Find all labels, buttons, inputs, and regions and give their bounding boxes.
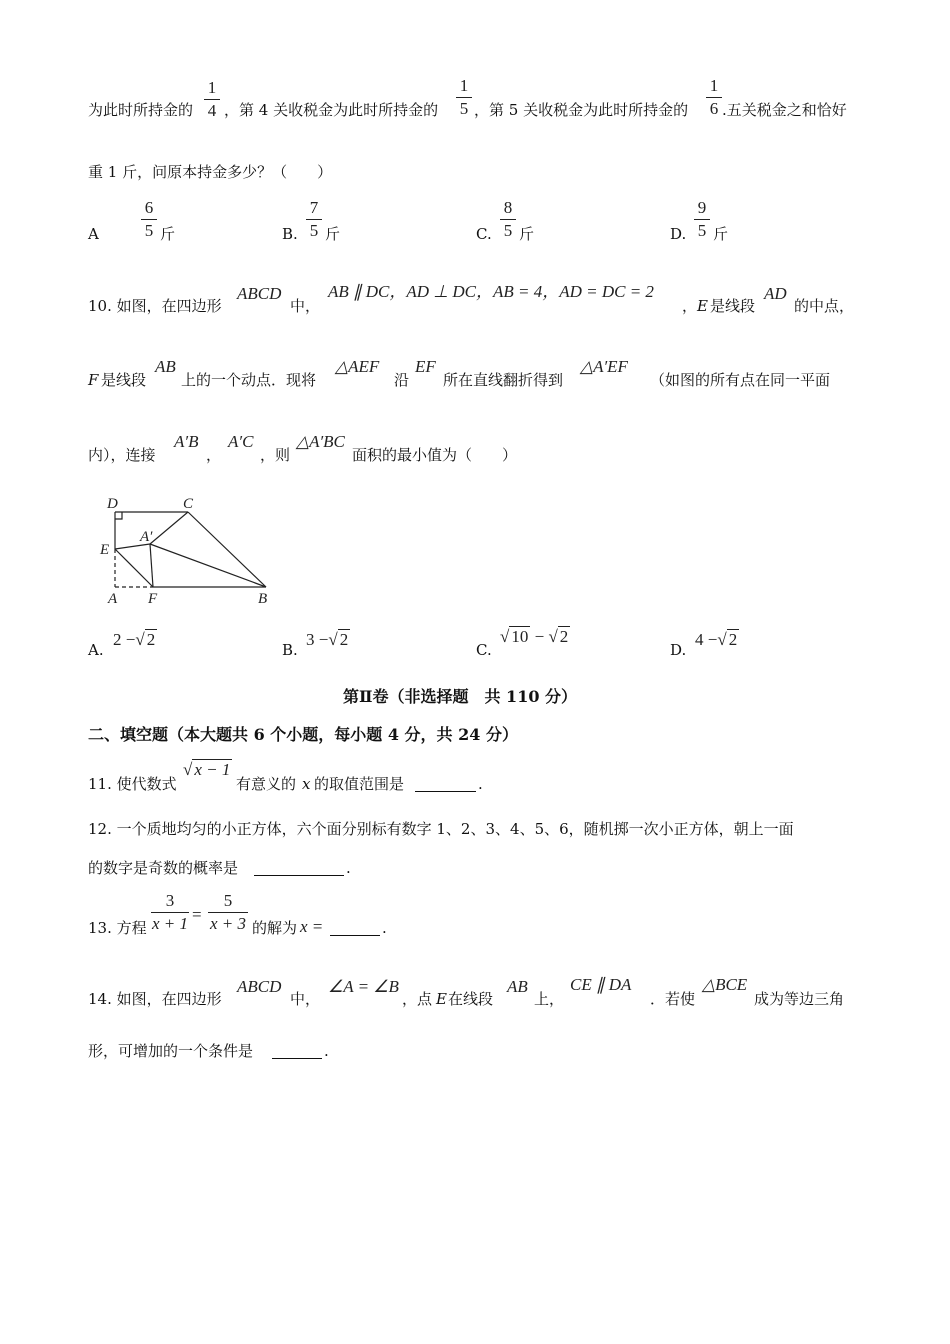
q14-text-4: 在线段 bbox=[448, 990, 494, 1008]
q10-math-abcd: ABCD bbox=[237, 284, 282, 303]
q10-option-a-label: A. bbox=[88, 641, 104, 659]
q13-x-equals: x = bbox=[300, 917, 324, 936]
q14-math-bce: △BCE bbox=[702, 975, 748, 994]
q10-text-5: 的中点， bbox=[794, 297, 855, 315]
q11-answer-blank bbox=[415, 777, 476, 792]
segment-a1b bbox=[150, 544, 266, 587]
segment-a1f bbox=[150, 544, 153, 587]
q14-math-abcd: ABCD bbox=[237, 977, 282, 996]
q10-text-13: ，则 bbox=[260, 446, 291, 464]
q10-e-label: E bbox=[697, 297, 708, 315]
q14-text-1: 14. 如图，在四边形 bbox=[88, 990, 222, 1008]
q11-radical: √ x − 1 bbox=[183, 760, 231, 779]
q10-math-a1bc: △A′BC bbox=[296, 432, 345, 451]
fraction-1-4: 1 4 bbox=[204, 78, 220, 120]
q9-line1-b: ，第 4 关收税金为此时所持金的 bbox=[224, 101, 439, 119]
q10-text-9: 所在直线翻折得到 bbox=[443, 371, 564, 389]
q13-fraction-2: 5 x + 3 bbox=[209, 891, 247, 933]
q10-math-ad: AD bbox=[764, 284, 787, 303]
segment-a1c bbox=[150, 512, 188, 544]
q11-text-3: 的取值范围是 bbox=[314, 775, 405, 793]
q10-math-aef: △AEF bbox=[335, 357, 380, 376]
section2-title: 二、填空题（本大题共 6 个小题，每小题 4 分，共 24 分） bbox=[88, 725, 518, 744]
q10-option-a-value: 2 −√ 2 bbox=[113, 630, 156, 649]
q9-line1-c: ，第 5 关收税金为此时所持金的 bbox=[474, 101, 689, 119]
right-angle-mark bbox=[115, 512, 122, 519]
q10-option-b-label: B. bbox=[282, 641, 298, 659]
part2-title: 第Ⅱ卷（非选择题 共 110 分） bbox=[343, 687, 578, 706]
label-b: B bbox=[258, 591, 268, 607]
q14-text-7: 成为等边三角 bbox=[754, 990, 845, 1008]
q10-text-7: 上的一个动点．现将 bbox=[181, 371, 317, 389]
label-a: A bbox=[108, 591, 118, 607]
q13-fraction-1: 3 x + 1 bbox=[151, 891, 189, 933]
q12-line1: 12. 一个质地均匀的小正方体，六个面分别标有数字 1、2、3、4、5、6，随机掷一次小正方体，朝上一面 bbox=[88, 820, 794, 838]
q14-text-3: ，点 bbox=[402, 990, 433, 1008]
q13-equals: = bbox=[192, 905, 202, 924]
q10-text-8: 沿 bbox=[394, 371, 410, 389]
q14-math-angles: ∠A = ∠B bbox=[328, 977, 399, 996]
q10-f-label: F bbox=[88, 371, 99, 389]
q14-text-2: 中， bbox=[290, 990, 321, 1008]
q14-end: . bbox=[324, 1042, 329, 1060]
label-c: C bbox=[183, 496, 194, 512]
q10-math-a1c: A′C bbox=[228, 432, 254, 451]
q13-end: . bbox=[382, 919, 387, 937]
q10-math-ab: AB bbox=[155, 357, 176, 376]
q13-text-1: 13. 方程 bbox=[88, 919, 147, 937]
q10-option-d-value: 4 −√ 2 bbox=[695, 630, 738, 649]
q14-math-ce-parallel-da: CE ∥ DA bbox=[570, 975, 632, 994]
q9-line1-d: .五关税金之和恰好 bbox=[722, 101, 847, 119]
q14-text-5: 上， bbox=[534, 990, 565, 1008]
q12-end: . bbox=[346, 859, 351, 877]
q9-line1-a: 为此时所持金的 bbox=[88, 101, 194, 119]
q14-text-6: ．若使 bbox=[650, 990, 696, 1008]
q11-text-2: 有意义的 bbox=[236, 775, 297, 793]
q10-quadrilateral-figure bbox=[95, 492, 285, 608]
q14-line2: 形，可增加的一个条件是 bbox=[88, 1042, 254, 1060]
q14-math-ab: AB bbox=[507, 977, 528, 996]
segment-cb bbox=[188, 512, 266, 587]
label-d: D bbox=[107, 496, 118, 512]
q10-option-d-label: D. bbox=[670, 641, 687, 659]
q10-text-2: 中， bbox=[290, 297, 321, 315]
q10-math-ef: EF bbox=[415, 357, 436, 376]
q10-text-11: 内），连接 bbox=[88, 446, 156, 464]
q10-option-b-value: 3 −√ 2 bbox=[306, 630, 349, 649]
q10-math-a1ef: △A′EF bbox=[580, 357, 628, 376]
q11-text-1: 11. 使代数式 bbox=[88, 775, 177, 793]
q10-text-3: ， bbox=[682, 297, 698, 315]
q11-end: . bbox=[478, 775, 483, 793]
q10-option-c-value: √ 10 − √ 2 bbox=[500, 627, 569, 646]
q14-answer-blank bbox=[272, 1044, 322, 1059]
label-e: E bbox=[100, 542, 110, 558]
q13-answer-blank bbox=[330, 921, 380, 936]
q10-text-14: 面积的最小值为（ ） bbox=[352, 446, 518, 464]
q10-text-4: 是线段 bbox=[710, 297, 756, 315]
q10-math-conditions: AB ∥ DC，AD ⊥ DC，AB = 4，AD = DC = 2 bbox=[328, 282, 654, 301]
q11-x: x bbox=[302, 775, 311, 793]
q12-answer-blank bbox=[254, 861, 344, 876]
label-a-prime: A′ bbox=[140, 529, 153, 545]
label-f: F bbox=[148, 591, 158, 607]
fraction-1-5: 1 5 bbox=[456, 76, 472, 118]
q10-text-12: ， bbox=[206, 446, 222, 464]
q10-option-c-label: C. bbox=[476, 641, 492, 659]
q14-e: E bbox=[436, 990, 447, 1008]
q10-text-1: 10. 如图，在四边形 bbox=[88, 297, 222, 315]
q10-text-6: 是线段 bbox=[101, 371, 147, 389]
q10-math-a1b: A′B bbox=[174, 432, 199, 451]
fraction-1-6: 1 6 bbox=[706, 76, 722, 118]
q9-line2: 重 1 斤，问原本持金多少？（ ） bbox=[88, 163, 333, 181]
q10-text-10: （如图的所有点在同一平面 bbox=[650, 371, 831, 389]
q13-text-2: 的解为 bbox=[252, 919, 298, 937]
q12-line2: 的数字是奇数的概率是 bbox=[88, 859, 239, 877]
segment-ef bbox=[115, 549, 153, 587]
